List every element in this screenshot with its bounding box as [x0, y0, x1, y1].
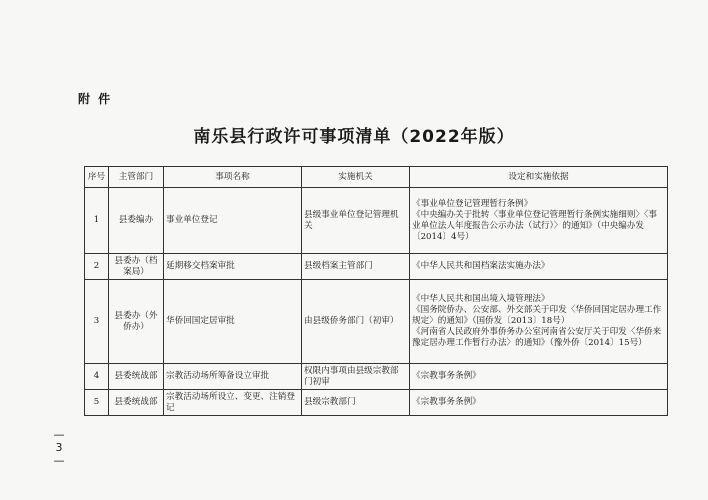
- row-no: 2: [85, 254, 109, 280]
- row-agency: 县级宗教部门: [302, 390, 410, 416]
- row-item: 事业单位登记: [164, 188, 302, 254]
- basis-line: 《中央编办关于批转〈事业单位登记管理暂行条例实施细则〉〈事业单位法人年度报告公示办法（试行）〉的通知》（中央编办发〔2014〕4号）: [412, 209, 657, 242]
- row-basis: [410, 280, 668, 364]
- basis-line: 《中华人民共和国档案法实施办法》: [412, 261, 550, 271]
- attachment-label: 附 件: [78, 92, 113, 106]
- row-dept: 县委办（外侨办）: [109, 280, 164, 364]
- row-dept: 县委办（档案局）: [109, 254, 164, 280]
- row-agency: 权限内事项由县级宗教部门初审: [302, 364, 410, 390]
- header-basis: 设定和实施依据: [410, 167, 668, 188]
- row-item: 华侨回国定居审批: [164, 280, 302, 364]
- table-row: [85, 364, 668, 390]
- row-no: 3: [85, 280, 109, 364]
- document-title: 南乐县行政许可事项清单（2022年版）: [193, 127, 515, 147]
- row-item: 宗教活动场所设立、变更、注销登记: [164, 390, 302, 416]
- row-no: 4: [85, 364, 109, 390]
- row-dept: 县委编办: [109, 188, 164, 254]
- table-row: [85, 188, 668, 254]
- table-header-row: [85, 167, 668, 188]
- permit-items-table: [84, 166, 668, 416]
- row-item: 宗教活动场所筹备设立审批: [164, 364, 302, 390]
- row-agency: 县级事业单位登记管理机关: [302, 188, 410, 254]
- header-item: 事项名称: [164, 167, 302, 188]
- row-dept: 县委统战部: [109, 390, 164, 416]
- header-dept: 主管部门: [109, 167, 164, 188]
- basis-line: 《宗教事务条例》: [412, 397, 481, 407]
- basis-line: 《宗教事务条例》: [412, 371, 481, 381]
- row-agency: 由县级侨务部门（初审）: [302, 280, 410, 364]
- row-no: 1: [85, 188, 109, 254]
- row-item: 延期移交档案审批: [164, 254, 302, 280]
- header-agency: 实施机关: [302, 167, 410, 188]
- row-basis: [410, 254, 668, 280]
- table-row: [85, 390, 668, 416]
- basis-line: 《事业单位登记管理暂行条例》: [412, 198, 533, 209]
- table-row: [85, 254, 668, 280]
- table-row: [85, 280, 668, 364]
- row-basis: [410, 390, 668, 416]
- header-no: 序号: [85, 167, 109, 188]
- basis-line: 《中华人民共和国出境入境管理法》: [412, 294, 550, 304]
- row-dept: 县委统战部: [109, 364, 164, 390]
- row-agency: 县级档案主管部门: [302, 254, 410, 280]
- row-basis: [410, 364, 668, 390]
- row-no: 5: [85, 390, 109, 416]
- page-number: — 3 —: [53, 428, 65, 467]
- basis-line: 《国务院侨办、公安部、外交部关于印发〈华侨回国定居办理工作规定〉的通知》（国侨发〔2013〕18号）: [412, 305, 662, 326]
- basis-line: 《河南省人民政府外事侨务办公室河南省公安厅关于印发〈华侨来豫定居办理工作暂行办法〉的通知》（豫外侨〔2014〕15号）: [412, 327, 662, 348]
- row-basis: [410, 188, 668, 254]
